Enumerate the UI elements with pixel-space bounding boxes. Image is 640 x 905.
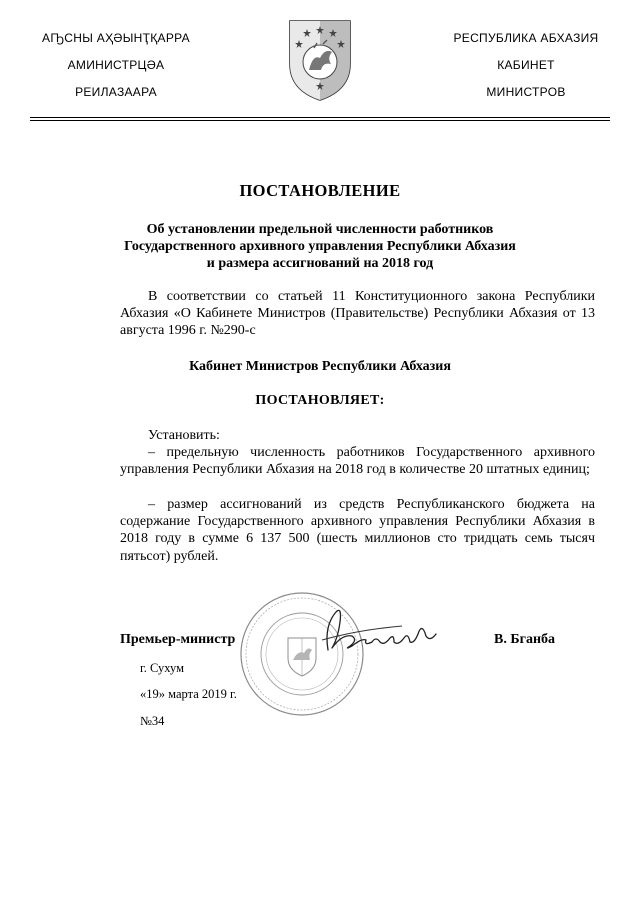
subtitle-line-2: Государственного архивного управления Республики Абхазия (124, 239, 516, 254)
header-rule-top (30, 117, 610, 118)
preamble-paragraph: В соответствии со статьей 11 Конституционного закона Республики Абхазия «О Кабинете Министров (Правительстве) Республики Абхазия от 13 августа 1996 г. №290-с (120, 289, 595, 339)
coat-of-arms-icon (287, 18, 353, 102)
header-right-line-3: МИНИСТРОВ (486, 85, 566, 99)
resolution-item-2: – размер ассигнований из средств Республиканского бюджета на содержание Государственного архивного управления Республики Абхазия в 2018 году в сумме 6 137 500 (шесть миллионов сто тридцать семь тысяч пятьсот) рублей. (120, 497, 595, 564)
issue-date: «19» марта 2019 г. (140, 687, 237, 701)
subtitle-line-3: и размера ассигнований на 2018 год (206, 256, 434, 271)
signatory-name: В. Бганба (494, 632, 556, 647)
handwritten-signature-icon (318, 604, 446, 660)
document-subtitle (60, 221, 580, 272)
resolves-heading: ПОСТАНОВЛЯЕТ: (255, 393, 385, 408)
header-rule-bottom (30, 120, 610, 121)
signatory-position: Премьер-министр (120, 632, 236, 647)
header-left-line-3: РЕИЛАЗААРА (75, 85, 157, 99)
document-number: №34 (140, 714, 165, 728)
establish-line: Установить: (148, 428, 220, 443)
subtitle-line-1: Об установлении предельной численности работников (146, 222, 494, 237)
header-right-line-1: РЕСПУБЛИКА АБХАЗИЯ (453, 31, 599, 45)
header-right-line-2: КАБИНЕТ (497, 58, 555, 72)
authority-line: Кабинет Министров Республики Абхазия (189, 359, 451, 374)
document-title: ПОСТАНОВЛЕНИЕ (239, 181, 401, 200)
header-left-line-1: АҦСНЫ АҲӘЫНҬҚАРРА (42, 31, 190, 45)
issue-place: г. Сухум (140, 661, 185, 675)
header-left-line-2: АМИНИСТРЦӘА (67, 58, 165, 72)
resolution-item-1: – предельную численность работников Государственного архивного управления Республики Абхазия на 2018 год в количестве 20 штатных единиц; (120, 445, 595, 478)
